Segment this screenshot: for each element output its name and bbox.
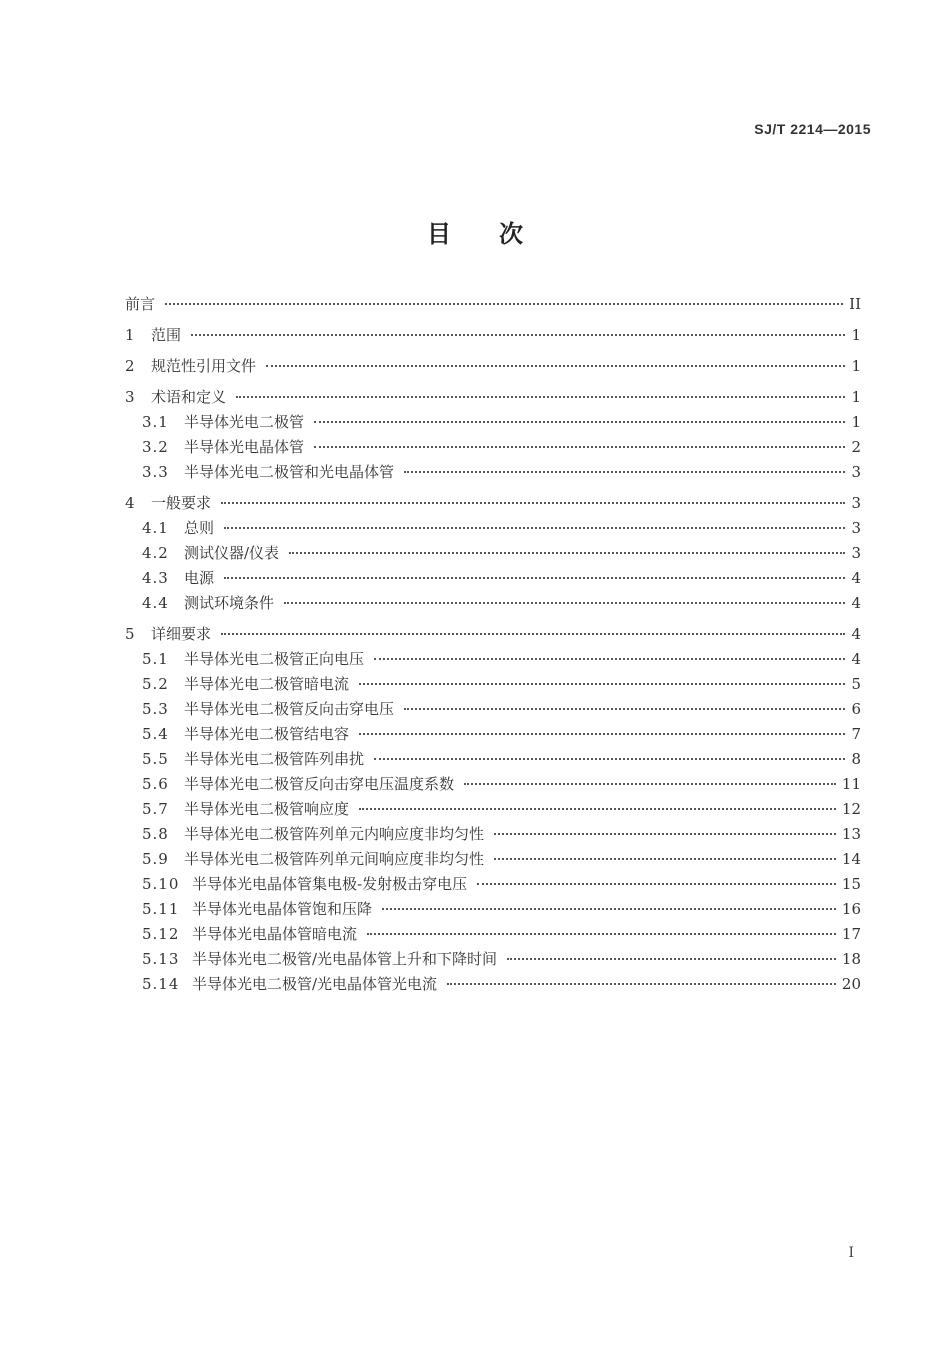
toc-entry-number: 3: [125, 388, 135, 406]
toc-leader-dots: [224, 527, 845, 529]
toc-leader-dots: [374, 658, 845, 660]
toc-entry-number: 5: [125, 625, 135, 643]
toc-entry-page: 3: [851, 519, 861, 537]
toc-entry[interactable]: [125, 697, 861, 722]
document-id: SJ/T 2214—2015: [754, 121, 871, 137]
toc-entry-label: 术语和定义: [151, 388, 227, 406]
toc-entry-label: 半导体光电二极管阵列单元内响应度非均匀性: [184, 825, 485, 843]
toc-entry-label: 半导体光电二极管反向击穿电压: [184, 700, 395, 718]
toc-entry[interactable]: [125, 872, 861, 897]
toc-leader-dots: [447, 983, 836, 985]
toc-leader-dots: [289, 552, 845, 554]
toc-entry-label: 半导体光电二极管/光电晶体管上升和下降时间: [192, 950, 498, 968]
toc-entry[interactable]: [125, 541, 861, 566]
toc-entry-label: 总则: [184, 519, 215, 537]
toc-entry-label: 测试仪器/仪表: [184, 544, 280, 562]
toc-entry-number: 1: [125, 326, 135, 344]
toc-entry[interactable]: [125, 722, 861, 747]
toc-entry-label: 规范性引用文件: [151, 357, 257, 375]
toc-leader-dots: [382, 908, 836, 910]
toc-entry-number: 5.10: [142, 875, 180, 893]
toc-entry-number: 5.5: [142, 750, 169, 768]
toc-entry[interactable]: [125, 566, 861, 591]
toc-entry-number: 5.8: [142, 825, 169, 843]
toc-leader-dots: [266, 365, 845, 367]
toc-entry[interactable]: [125, 897, 861, 922]
toc-entry[interactable]: [125, 847, 861, 872]
toc-entry-page: 14: [841, 850, 861, 868]
toc-entry-page: 16: [841, 900, 861, 918]
toc-entry-label: 半导体光电晶体管饱和压降: [192, 900, 373, 918]
toc-entry-number: 4.2: [142, 544, 169, 562]
page-number: I: [848, 1245, 854, 1261]
toc-entry-page: II: [849, 295, 861, 313]
toc-entry-number: 2: [125, 357, 135, 375]
toc-entry-number: 4.3: [142, 569, 169, 587]
toc-entry-label: 半导体光电二极管反向击穿电压温度系数: [184, 775, 455, 793]
toc-entry-label: 半导体光电晶体管集电极-发射极击穿电压: [192, 875, 468, 893]
title-char-1: 目: [427, 219, 451, 248]
toc-entry-page: 18: [841, 950, 861, 968]
toc-entry[interactable]: [125, 385, 861, 410]
toc-entry-label: 前言: [125, 295, 156, 313]
toc-leader-dots: [236, 396, 845, 398]
page-title: [0, 214, 950, 249]
toc-entry-label: 半导体光电二极管阵列单元间响应度非均匀性: [184, 850, 485, 868]
toc-entry-label: 半导体光电二极管响应度: [184, 800, 350, 818]
toc-entry-label: 半导体光电二极管/光电晶体管光电流: [192, 975, 438, 993]
toc-leader-dots: [494, 833, 836, 835]
toc-entry-page: 2: [851, 438, 861, 456]
toc-entry-number: 3.3: [142, 463, 169, 481]
toc-entry[interactable]: [125, 622, 861, 647]
toc-entry-page: 1: [851, 326, 861, 344]
toc-entry-page: 7: [851, 725, 861, 743]
toc-entry-number: 4.1: [142, 519, 169, 537]
toc-leader-dots: [359, 683, 845, 685]
toc-entry-page: 8: [851, 750, 861, 768]
toc-entry-number: 4: [125, 494, 135, 512]
toc-entry[interactable]: [125, 410, 861, 435]
toc-entry[interactable]: [125, 647, 861, 672]
toc-entry-number: 5.1: [142, 650, 169, 668]
toc-entry-label: 详细要求: [151, 625, 212, 643]
toc-entry-number: 5.12: [142, 925, 180, 943]
toc-entry-page: 13: [841, 825, 861, 843]
toc-entry-label: 半导体光电二极管和光电晶体管: [184, 463, 395, 481]
toc-entry-page: 4: [851, 594, 861, 612]
toc-leader-dots: [165, 303, 843, 305]
toc-entry-number: 5.7: [142, 800, 169, 818]
toc-entry[interactable]: [125, 922, 861, 947]
toc-leader-dots: [314, 421, 845, 423]
toc-entry-page: 4: [851, 650, 861, 668]
table-of-contents: [125, 292, 861, 997]
toc-entry-page: 17: [841, 925, 861, 943]
toc-leader-dots: [314, 446, 845, 448]
toc-entry-label: 一般要求: [151, 494, 212, 512]
toc-entry[interactable]: [125, 972, 861, 997]
toc-entry-number: 5.11: [142, 900, 180, 918]
toc-leader-dots: [464, 783, 836, 785]
toc-leader-dots: [359, 808, 836, 810]
toc-entry[interactable]: [125, 292, 861, 317]
toc-leader-dots: [404, 471, 845, 473]
toc-entry[interactable]: [125, 354, 861, 379]
toc-entry-number: 5.13: [142, 950, 180, 968]
toc-entry[interactable]: [125, 516, 861, 541]
toc-entry-label: 半导体光电晶体管: [184, 438, 305, 456]
toc-entry-page: 5: [851, 675, 861, 693]
toc-entry-label: 半导体光电二极管正向电压: [184, 650, 365, 668]
toc-leader-dots: [359, 733, 845, 735]
toc-entry[interactable]: [125, 591, 861, 616]
toc-entry-number: 5.9: [142, 850, 169, 868]
toc-leader-dots: [191, 334, 845, 336]
toc-entry[interactable]: [125, 323, 861, 348]
toc-entry-label: 半导体光电二极管结电容: [184, 725, 350, 743]
toc-entry[interactable]: [125, 747, 861, 772]
toc-entry[interactable]: [125, 797, 861, 822]
toc-leader-dots: [507, 958, 836, 960]
toc-entry-page: 12: [841, 800, 861, 818]
toc-leader-dots: [221, 502, 845, 504]
toc-entry-label: 电源: [184, 569, 215, 587]
toc-entry-label: 半导体光电二极管: [184, 413, 305, 431]
toc-entry-page: 3: [851, 463, 861, 481]
toc-entry-number: 3.1: [142, 413, 169, 431]
toc-entry-page: 4: [851, 569, 861, 587]
toc-leader-dots: [477, 883, 836, 885]
toc-entry-number: 5.4: [142, 725, 169, 743]
toc-entry[interactable]: [125, 772, 861, 797]
toc-entry[interactable]: [125, 672, 861, 697]
toc-entry[interactable]: [125, 491, 861, 516]
toc-entry-page: 1: [851, 388, 861, 406]
toc-entry-page: 15: [841, 875, 861, 893]
toc-leader-dots: [224, 577, 845, 579]
toc-entry-page: 1: [851, 413, 861, 431]
toc-entry-label: 测试环境条件: [184, 594, 275, 612]
toc-entry-label: 半导体光电晶体管暗电流: [192, 925, 358, 943]
title-char-2: 次: [499, 219, 523, 248]
toc-entry[interactable]: [125, 435, 861, 460]
toc-entry-page: 11: [841, 775, 861, 793]
toc-entry-label: 半导体光电二极管暗电流: [184, 675, 350, 693]
toc-entry-number: 5.3: [142, 700, 169, 718]
toc-leader-dots: [221, 633, 845, 635]
toc-leader-dots: [404, 708, 845, 710]
toc-entry-page: 1: [851, 357, 861, 375]
toc-entry-label: 半导体光电二极管阵列串扰: [184, 750, 365, 768]
toc-entry-page: 6: [851, 700, 861, 718]
toc-entry-page: 3: [851, 494, 861, 512]
toc-entry-page: 4: [851, 625, 861, 643]
toc-entry-page: 3: [851, 544, 861, 562]
toc-leader-dots: [494, 858, 836, 860]
toc-entry-page: 20: [841, 975, 861, 993]
toc-entry-number: 4.4: [142, 594, 169, 612]
toc-leader-dots: [284, 602, 845, 604]
toc-entry-number: 5.14: [142, 975, 180, 993]
toc-leader-dots: [367, 933, 836, 935]
toc-entry[interactable]: [125, 947, 861, 972]
toc-leader-dots: [374, 758, 845, 760]
toc-entry-number: 5.6: [142, 775, 169, 793]
toc-entry-label: 范围: [151, 326, 182, 344]
toc-entry[interactable]: [125, 822, 861, 847]
toc-entry[interactable]: [125, 460, 861, 485]
toc-entry-number: 3.2: [142, 438, 169, 456]
toc-entry-number: 5.2: [142, 675, 169, 693]
